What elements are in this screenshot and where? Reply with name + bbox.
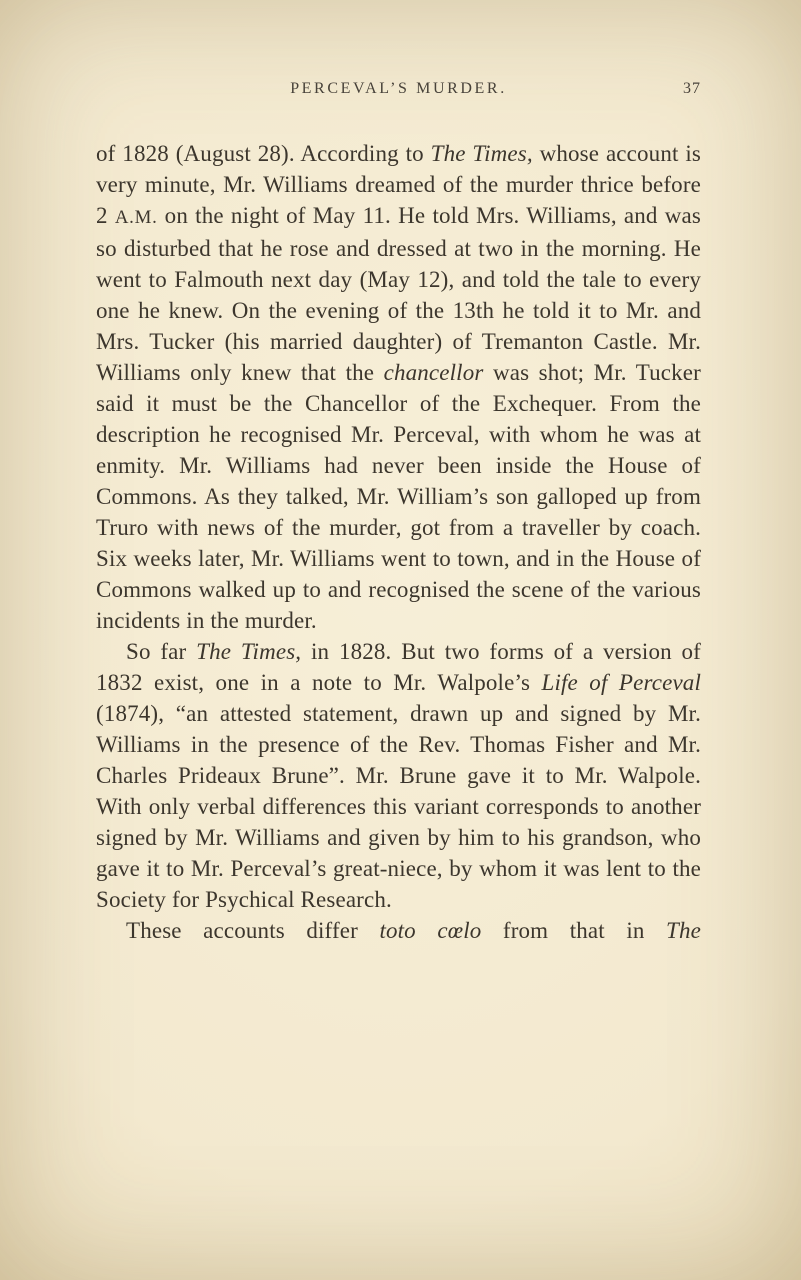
paragraph	[96, 636, 701, 915]
text-segment-italic: Life of Perceval	[541, 670, 701, 695]
text-segment: So far	[126, 639, 197, 664]
body-text	[96, 138, 701, 946]
text-segment: These accounts differ	[126, 918, 380, 943]
text-segment: on the night of May 11. He told Mrs. Williams, and was so disturbed that he rose and dressed at two in the morning. He went to Falmouth next day (May 12), and told the tale to every one he knew. On the evening of the 13th he told it to Mr. and Mrs. Tucker (his married daughter) of Tremanton Castle. Mr. Williams only knew that the	[96, 203, 701, 385]
text-segment-italic: chancellor	[383, 360, 484, 385]
paragraph	[96, 915, 701, 946]
text-segment-italic: The	[666, 918, 701, 943]
text-segment: whose account is very minute, Mr. Williams dreamed of the murder thrice before 2	[96, 141, 701, 228]
paragraph	[96, 138, 701, 636]
running-header-title: PERCEVAL’S MURDER.	[290, 80, 507, 97]
text-segment-italic: toto cœlo	[379, 918, 482, 943]
running-header	[96, 80, 701, 104]
text-segment-italic: The Times,	[196, 639, 302, 664]
text-segment: (1874), “an attested statement, drawn up and signed by Mr. Williams in the presence of the Rev. Thomas Fisher and Mr. Charles Prideaux Brune”. Mr. Brune gave it to Mr. Walpole. With only verbal differences this variant corresponds to another signed by Mr. Williams and given by him to his grandson, who gave it to Mr. Perceval’s great-niece, by whom it was lent to the Society for Psychical Research.	[96, 701, 701, 912]
text-segment: was shot; Mr. Tucker said it must be the Chancellor of the Exchequer. From the description he recognised Mr. Perceval, with whom he was at enmity. Mr. Williams had never been inside the House of Commons. As they talked, Mr. William’s son galloped up from Truro with news of the murder, got from a traveller by coach. Six weeks later, Mr. Williams went to town, and in the House of Commons walked up to and recognised the scene of the various incidents in the murder.	[96, 360, 701, 633]
text-segment-smallcaps: A.M.	[114, 207, 158, 228]
text-segment: in 1828. But two forms of a version of 1832 exist, one in a note to Mr. Walpole’s	[96, 639, 701, 695]
text-segment: of 1828 (August 28). According to	[96, 141, 431, 166]
page-number: 37	[683, 80, 701, 97]
text-segment: from that in	[481, 918, 667, 943]
text-segment-italic: The Times,	[430, 141, 533, 166]
